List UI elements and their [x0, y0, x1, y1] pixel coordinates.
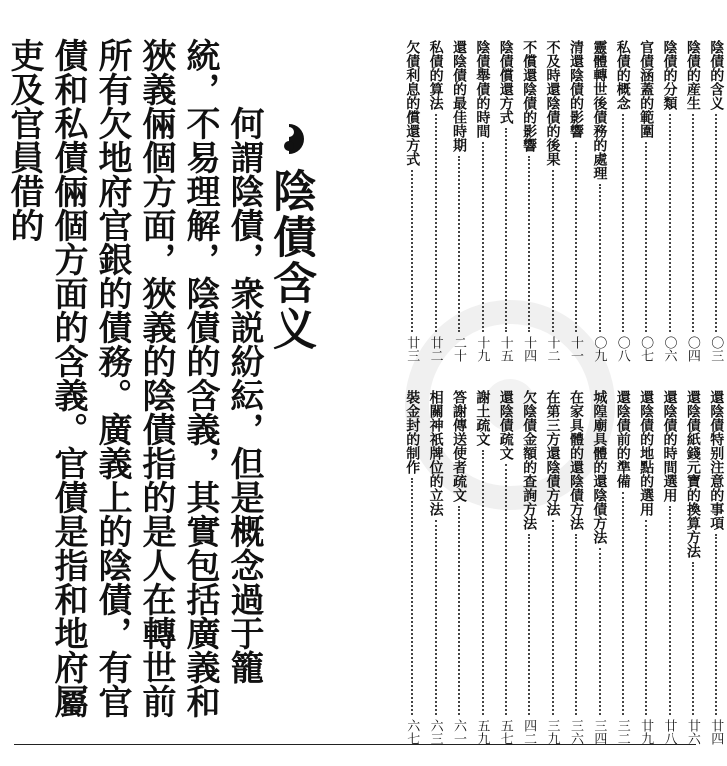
toc-dot-leader: [530, 170, 553, 332]
toc-entry-title: 官債涵蓋的範圍: [638, 40, 655, 138]
toc-entry-title: 欠陰債金額的查詢方法: [521, 390, 538, 530]
toc-dot-leader: [413, 520, 436, 715]
toc-entry-page: 〇六: [661, 336, 677, 362]
toc-entry-title: 不償還陰債的影響: [521, 40, 538, 152]
toc-entry-title: 相關神祇牌位的立法: [427, 390, 444, 516]
toc-entry-title: 欠債利息的償還方式: [404, 40, 421, 166]
toc-entry-title: 裝金封的制作: [404, 390, 421, 474]
toc-entry-title: 還陰債的最佳時期: [450, 40, 467, 152]
toc-entry-title: 清還陰債的影響: [567, 40, 584, 138]
toc-dot-leader: [577, 184, 600, 332]
toc-dot-leader: [647, 506, 670, 715]
toc-entry-page: 三六: [567, 719, 583, 745]
toc-entry: [704, 40, 727, 362]
toc-dot-leader: [671, 562, 694, 715]
toc-entry-title: 在家具體的還陰債方法: [567, 390, 584, 530]
toc-dot-leader: [624, 142, 647, 332]
toc-dot-leader: [577, 548, 600, 715]
toc-entry-page: 〇九: [591, 336, 607, 362]
toc-entry: [704, 390, 727, 745]
toc-entry-page: 〇八: [614, 336, 630, 362]
toc-dot-leader: [484, 464, 507, 715]
toc-dot-leader: [624, 520, 647, 715]
toc-entry-page: 廿六: [684, 719, 700, 745]
toc-entry-title: 答謝傳送使者疏文: [450, 390, 467, 502]
toc-entry-page: 三四: [591, 719, 607, 745]
toc-entry-page: 廿二: [427, 336, 443, 362]
toc-dot-leader: [554, 534, 577, 715]
toc-dot-leader: [671, 114, 694, 332]
toc-dot-leader: [460, 142, 483, 332]
toc-dot-leader: [390, 170, 413, 332]
toc-entry-page: 十九: [474, 336, 490, 362]
toc-dot-leader: [507, 156, 530, 332]
toc-entry-page: 六三: [427, 719, 443, 745]
toc-entry-page: 二十: [450, 336, 466, 362]
toc-entry-title: 私債的概念: [614, 40, 631, 110]
toc-entry-title: 陰債的含义: [708, 40, 725, 110]
toc-entry-title: 還陰債紙錢元寶的換算方法: [684, 390, 701, 558]
toc-entry-page: 十一: [567, 336, 583, 362]
toc-dot-leader: [484, 128, 507, 332]
toc-entry-title: 還陰債特别注意的事項: [708, 390, 725, 530]
toc-entry-page: 十二: [544, 336, 560, 362]
toc-dot-leader: [601, 114, 624, 332]
toc-dot-leader: [647, 114, 670, 332]
toc-entry-page: 六七: [404, 719, 420, 745]
toc-entry-page: 三九: [544, 719, 560, 745]
toc-entry-page: 〇三: [708, 336, 724, 362]
toc-entry-page: 六一: [450, 719, 466, 745]
toc-dot-leader: [390, 478, 413, 715]
toc-entry-title: 陰債舉債的時間: [474, 40, 491, 138]
toc-entry-title: 謝土疏文: [474, 390, 491, 446]
toc-entry-page: 四二: [521, 719, 537, 745]
toc-entry-page: 十四: [521, 336, 537, 362]
toc-entry-title: 在第三方還陰債方法: [544, 390, 561, 516]
toc-dot-leader: [694, 534, 717, 715]
toc-dot-leader: [601, 492, 624, 715]
toc-dot-leader: [530, 520, 553, 715]
toc-entry-page: 廿八: [661, 719, 677, 745]
yin-yang-icon: [274, 124, 304, 154]
toc-dot-leader: [460, 450, 483, 715]
chapter-body-text: 何謂陰債，衆説紛紜，但是概念過于籠統，不易理解，陰債的含義，其實包括廣義和狹義倆個方面，狹義的陰債指的是人在轉世前所有欠地府官銀的債務。廣義上的陰債，有官債和私債倆個方面的含義。官債是指和地府屬吏及官員借的: [4, 38, 264, 718]
toc-dot-leader: [437, 156, 460, 332]
toc-entry-page: 三二: [614, 719, 630, 745]
toc-dot-leader: [694, 114, 717, 332]
toc-dot-leader: [437, 506, 460, 715]
toc-dot-leader: [554, 142, 577, 332]
toc-entry-title: 還陰債疏文: [497, 390, 514, 460]
toc-top-list: [400, 40, 727, 362]
bottom-rule: [14, 744, 696, 745]
toc-entry-title: 靈體轉世後債務的處理: [591, 40, 608, 180]
toc-bottom-list: [400, 390, 727, 745]
toc-entry-title: 陰債的産生: [684, 40, 701, 110]
toc-entry-title: 還陰債的時間選用: [661, 390, 678, 502]
toc-entry-page: 廿四: [708, 719, 724, 745]
toc-entry-title: 陰債的分類: [661, 40, 678, 110]
toc-entry-page: 〇四: [684, 336, 700, 362]
chapter-title: 陰債含义: [265, 168, 316, 352]
toc-entry-page: 廿九: [638, 719, 654, 745]
toc-dot-leader: [413, 114, 436, 332]
toc-entry-page: 廿三: [404, 336, 420, 362]
toc-entry-title: 城隍廟具體的還陰債方法: [591, 390, 608, 544]
toc-dot-leader: [507, 534, 530, 715]
toc-entry-title: 私債的算法: [427, 40, 444, 110]
toc-entry-title: 不及時還陰債的後果: [544, 40, 561, 166]
toc-entry-title: 還陰債的地點的選用: [638, 390, 655, 516]
toc-entry-title: 陰債償還方式: [497, 40, 514, 124]
toc-entry-page: 十五: [497, 336, 513, 362]
toc-entry-page: 五九: [474, 719, 490, 745]
toc-entry-page: 五七: [497, 719, 513, 745]
toc-entry-page: 〇七: [638, 336, 654, 362]
toc-entry-title: 還陰債前的準備: [614, 390, 631, 488]
